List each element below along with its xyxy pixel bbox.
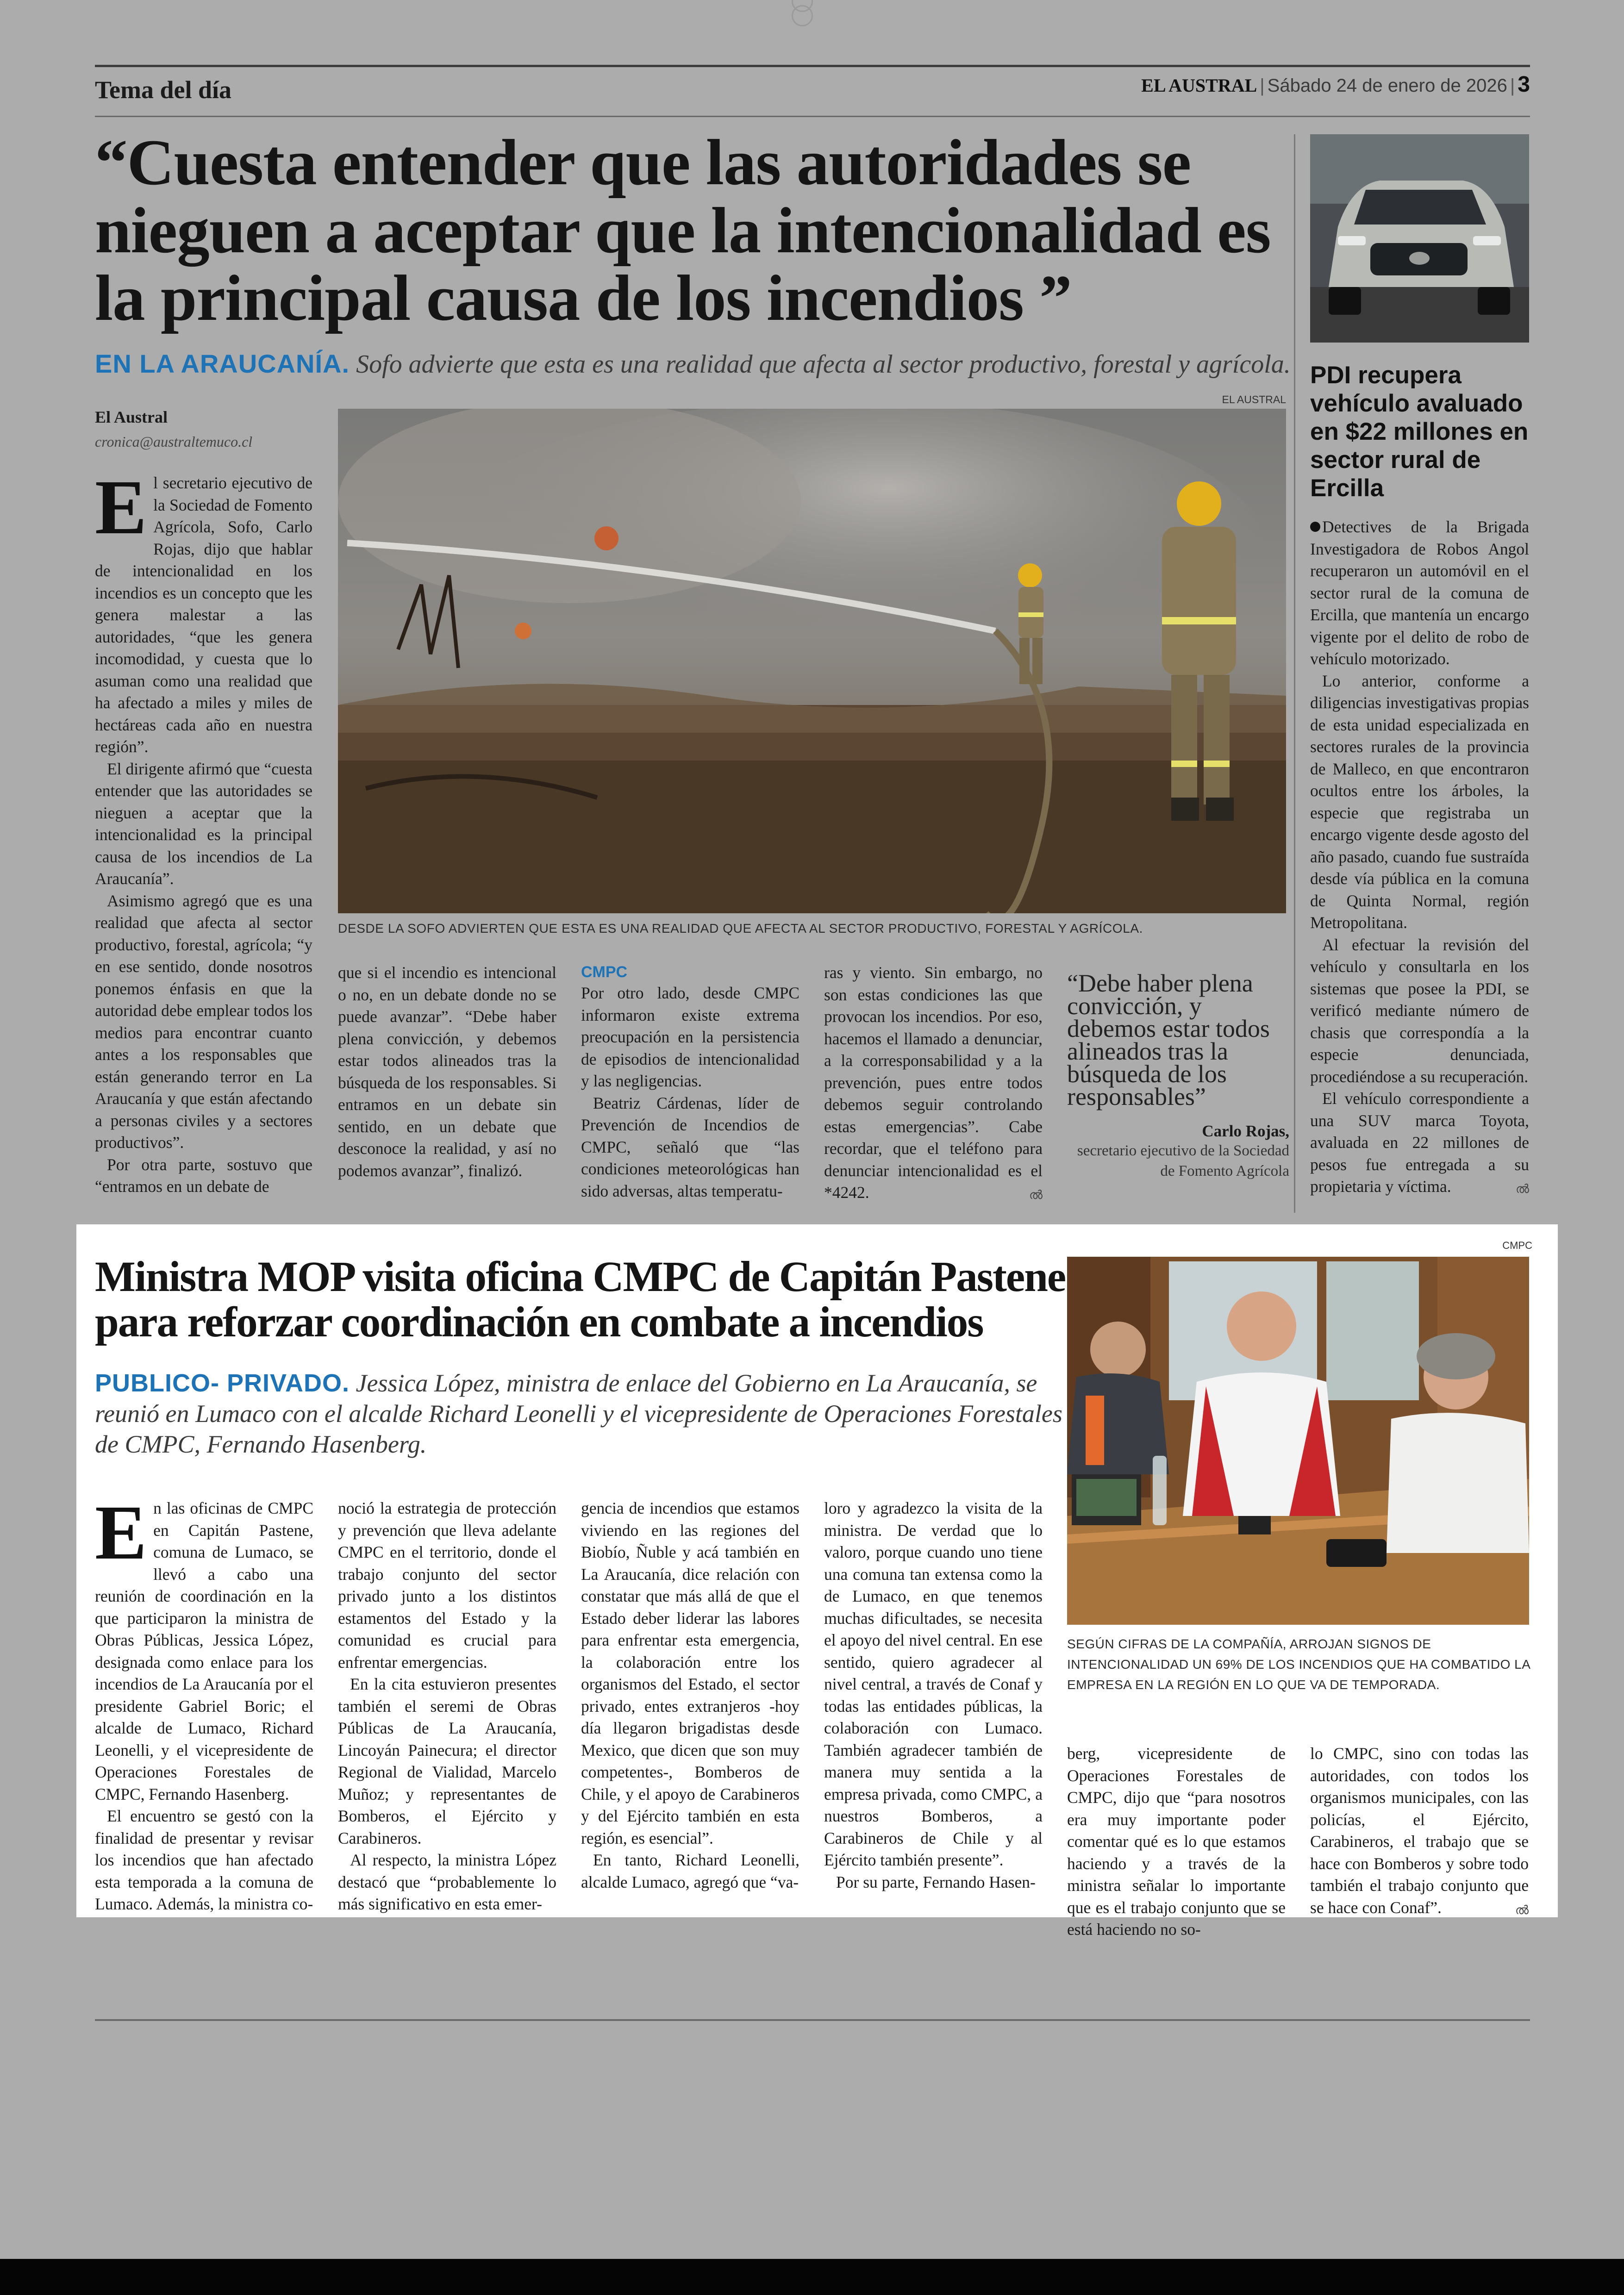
end-mark-icon: ൽ [1029, 1188, 1043, 1202]
paragraph: Por otra parte, sostuvo que “entramos en un debate de [95, 1155, 312, 1196]
kicker-text: Jessica López, ministra de enlace del Gobierno en La Araucanía, se reunió en Lumaco con el alcalde Richard Leonelli y el vicepresidente de Operaciones Forestales de CMPC, Fernando Hasenberg. [95, 1369, 1062, 1458]
paragraph [1310, 1743, 1529, 1919]
viewer-bottom-bar [0, 2259, 1624, 2295]
paragraph: berg, vicepresidente de Operaciones Forestales de CMPC, dijo que “para nosotros era muy importante poder comentar qué es lo que estamos haciendo y a través de la ministra señalar lo importante que es el trabajo conjunto que se está haciendo no so- [1067, 1744, 1286, 1939]
end-mark-icon: ൽ [1515, 1903, 1529, 1917]
paragraph: Beatriz Cárdenas, líder de Prevención de Incendios de CMPC, señaló que “las condiciones meteorológicas han sido adversas, altas temperatu- [581, 1093, 800, 1200]
paragraph: El dirigente afirmó que “cuesta entender que las autoridades se nieguen a aceptar que la intencionalidad es la principal causa de los incendios de La Araucanía”. [95, 759, 312, 888]
pull-quote-text: “Debe haber plena convicción, y debemos estar todos alineados tras la búsqueda de los responsables” [1067, 969, 1270, 1110]
article1-column-1 [95, 464, 312, 1198]
paragraph: Por su parte, Fernando Hasen- [836, 1872, 1036, 1891]
sidebar-article [1310, 516, 1529, 1201]
suv-photo [1310, 134, 1529, 343]
kicker-tag: PUBLICO- PRIVADO. [95, 1369, 350, 1397]
article1-column-3 [581, 962, 800, 1202]
paragraph-text: ras y viento. Sin embargo, no son estas condiciones las que provocan los incendios. Por eso, hacemos el llamado a denunciar, a la corresponsabilidad y a la prevención, pues entre todos debemos seguir controlando estas emergencias”. Cabe recordar, que el teléfono para denunciar intencionalidad es el *4242. [824, 963, 1043, 1202]
paragraph: Al efectuar la revisión del vehículo y consultarla en los sistemas que posee la PDI, se verificó mediante número de chasis que correspondía a la especie denunciada, procediéndose a su recuperación. [1310, 935, 1529, 1086]
firefighters-illustration [338, 409, 1286, 913]
paragraph: n las oficinas de CMPC en Capitán Pastene, comuna de Lumaco, se llevó a cabo una reunión de coordinación en la que participaron la ministra de Obras Públicas, Jessica López, designada como enlace para los incendios de La Araucanía por el presidente Gabriel Boric; el alcalde de Lumaco, Richard Leonelli, y el vicepresidente de Operaciones Forestales de CMPC, Fernando Hasenberg. [95, 1499, 313, 1803]
paragraph: Asimismo agregó que es una realidad que afecta al sector productivo, forestal, agrícola; “y en ese sentido, donde nosotros ponemos énfasis en que la autoridad debe emplear todos los medios para encontrar cuanto antes a los responsables que están generando terror en La Araucanía y que están afectando a personas civiles y a sectores productivos”. [95, 891, 312, 1152]
article1-column-4 [824, 962, 1043, 1207]
paragraph-text: lo CMPC, sino con todas las autoridades, con todos los organismos municipales, con las policías, el Ejército, Carabineros, el trabajo que se hace con Bomberos y sobre todo también el trabajo conjunto que se hace con Conaf”. [1310, 1744, 1529, 1917]
article2-column-4 [824, 1497, 1043, 1893]
header-meta: EL AUSTRAL | Sábado 24 de enero de 2026 | 3 [1141, 72, 1530, 97]
paragraph: gencia de incendios que estamos viviendo en las regiones del Biobío, Ñuble y acá también en La Araucanía, dice relación con constatar que más allá de que el Estado deber liderar las labores para enfrentar esta emergencia, la colaboración entre los organismos del Estado, el sector privado, entes extranjeros -hoy día llegaron brigadistas desde Mexico, que dicen que son muy competentes-, Bomberos de Chile, y el apoyo de Carabineros y del Ejército también en esta región, es esencial”. [581, 1499, 800, 1847]
byline [95, 407, 322, 450]
paragraph: que si el incendio es intencional o no, en un debate donde no se puede avanzar”. “Debe haber plena convicción, y debemos estar todos alineados tras la búsqueda de los responsables. Si entramos en un debate sin sentido, en un debate que desconoce la realidad, y así no podemos avanzar”, finalizó. [338, 963, 556, 1180]
page-number: 3 [1518, 72, 1530, 97]
paragraph [1310, 1088, 1529, 1198]
column-divider [1294, 134, 1295, 1213]
photo-credit: EL AUSTRAL [1222, 393, 1286, 405]
viewer-page-indicator [787, 0, 838, 11]
byline-email[interactable]: cronica@australtemuco.cl [95, 433, 253, 450]
photo-caption: DESDE LA SOFO ADVIERTEN QUE ESTA ES UNA REALIDAD QUE AFECTA AL SECTOR PRODUCTIVO, FORESTAL Y AGRÍCOLA. [338, 921, 1143, 935]
article2-column-3 [581, 1497, 800, 1893]
paragraph: En la cita estuvieron presentes también el seremi de Obras Públicas de La Araucanía, Lincoyán Painecura; el director Regional de Vialidad, Marcelo Muñoz; y representantes de Bomberos, el Ejército y Carabineros. [338, 1675, 556, 1847]
paragraph: Al respecto, la ministra López destacó que “probablemente lo más significativo en esta emer- [338, 1851, 556, 1913]
end-mark-icon: ൽ [1516, 1182, 1529, 1196]
newspaper-name: EL AUSTRAL [1141, 75, 1257, 96]
subhead: CMPC [581, 963, 628, 981]
article2-column-5 [1067, 1743, 1286, 1941]
pull-quote [1067, 969, 1289, 1181]
footer-rule [95, 2019, 1530, 2021]
main-headline: “Cuesta entender que las autoridades se nieguen a aceptar que la intencionalidad es la principal causa de los incendios ” [95, 126, 1271, 335]
kicker-text: Sofo advierte que esta es una realidad que afecta al sector productivo, forestal y agrícola. [356, 350, 1291, 379]
paragraph: Por otro lado, desde CMPC informaron existe extrema preocupación en la persistencia de episodios de intencionalidad y las negligencias. [581, 984, 800, 1090]
article1-column-2 [338, 962, 556, 1182]
issue-date: Sábado 24 de enero de 2026 [1267, 75, 1507, 96]
firefighters-photo [338, 409, 1286, 913]
section-label: Tema del día [95, 76, 232, 104]
byline-name: El Austral [95, 408, 168, 426]
paragraph: El encuentro se gestó con la finalidad de presentar y revisar los incendios que han afectado esta temporada a la comuna de Lumaco. Además, la ministra co- [95, 1807, 313, 1913]
paragraph [1310, 516, 1529, 670]
main-kicker [95, 348, 1299, 380]
paragraph-text: El vehículo correspondiente a una SUV marca Toyota, avaluada en 22 millones de pesos fue entregada a su propietaria y víctima. [1310, 1089, 1529, 1196]
article2-column-1 [95, 1490, 313, 1915]
paragraph: Lo anterior, conforme a diligencias investigativas propias de esta unidad especializada en sectores rurales de la provincia de Malleco, en que encontraron ocultos entre los árboles, la especie que registraba un encargo vigente desde agosto del año pasado, cuando fue sustraída desde vía pública en la comuna de Quinta Normal, región Metropolitana. [1310, 671, 1529, 932]
box-kicker [95, 1368, 1067, 1459]
page-header [95, 65, 1530, 117]
paragraph: l secretario ejecutivo de la Sociedad de Fomento Agrícola, Sofo, Carlo Rojas, dijo que hablar de intencionalidad en los incendios es un concepto que les genera malestar a las autoridades, “que les genera incomodidad, y cuesta que lo asuman como una realidad que ha afectado a miles y miles de hectáreas cada año en nuestra región”. [95, 474, 312, 756]
paragraph [824, 962, 1043, 1204]
paragraph-text: Detectives de la Brigada Investigadora de Robos Angol recuperaron un automóvil en el sector rural de la comuna de Ercilla, que mantenía un encargo vigente por el delito de robo de vehículo motorizado. [1310, 518, 1529, 668]
article2-column-6 [1310, 1743, 1529, 1921]
kicker-tag: EN LA ARAUCANÍA. [95, 349, 350, 378]
drop-cap: E [95, 1490, 147, 1576]
bullet-icon [1310, 522, 1320, 532]
photo-credit: CMPC [1502, 1240, 1532, 1251]
meeting-illustration [1067, 1257, 1529, 1625]
paragraph: noció la estrategia de protección y prevención que lleva adelante CMPC en el territorio, donde el trabajo conjunto del sector privado junto a los distintos estamentos del Estado y la comunidad es crucial para enfrentar emergencias. [338, 1499, 556, 1671]
sidebar-headline: PDI recupera vehículo avaluado en $22 millones en sector rural de Ercilla [1310, 362, 1529, 502]
pull-quote-author: Carlo Rojas, [1202, 1122, 1289, 1140]
pull-quote-role: secretario ejecutivo de la Sociedad de Fomento Agrícola [1077, 1142, 1289, 1179]
article2-column-2 [338, 1497, 556, 1915]
paragraph: loro y agradezco la visita de la ministra. De verdad que lo valoro, porque cuando uno tiene una comuna tan extensa como la de Lumaco, en que tenemos muchas dificultades, se necesita el apoyo del nivel central. En ese sentido, quiero agradecer al nivel central, a través de Conaf y todas las entidades públicas, la colaboración con Lumaco. También agradecer también de manera muy sentida a la empresa privada, como CMPC, a nuestros Bomberos, a Carabineros de Chile y al Ejército también presente”. [824, 1499, 1043, 1869]
box-headline: Ministra MOP visita oficina CMPC de Capitán Pastene para reforzar coordinación en combate a incendios [95, 1253, 1066, 1346]
meeting-photo [1067, 1257, 1529, 1625]
drop-cap: E [95, 464, 147, 550]
paragraph: En tanto, Richard Leonelli, alcalde Lumaco, agregó que “va- [581, 1851, 800, 1891]
photo-caption: SEGÚN CIFRAS DE LA COMPAÑÍA, ARROJAN SIGNOS DE INTENCIONALIDAD UN 69% DE LOS INCENDIOS QUE HA COMBATIDO LA EMPRESA EN LA REGIÓN EN LO QUE VA DE TEMPORADA. [1067, 1637, 1530, 1692]
suv-illustration [1310, 134, 1529, 343]
